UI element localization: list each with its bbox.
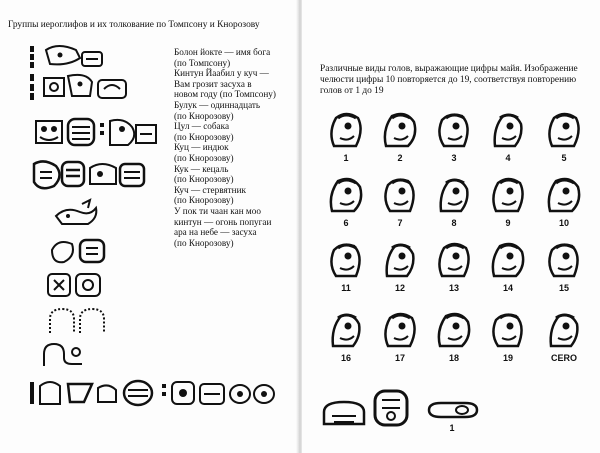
head-number-label: 18 [448,353,459,363]
head-glyph-14 [486,240,530,280]
head-glyph-1 [324,110,368,150]
head-number-label: 19 [502,353,513,363]
right-page [302,0,600,453]
caption-u-pok: У пок ти чаан кан моо кинтун — огонь попугаи ара на небе — засуха (по Кнорозову) [174,205,272,248]
glyph-kintun [28,72,138,102]
caption-kintun: Кинтун Йаабил у куч — Вам грозит засуха в новом году (по Томпсону) [174,68,276,100]
head-glyph-2 [378,110,422,150]
caption-buluk: Булук — одиннадцать (по Кнорозову) [174,99,261,121]
head-number-label: 13 [448,283,459,293]
head-glyph-6 [324,175,368,215]
head-number-label: 6 [343,218,349,228]
head-number-label: 11 [341,283,351,293]
head-glyph-4 [486,110,530,150]
caption-bolon-yokte: Болон йокте — имя бога (по Томпсону) [174,47,271,68]
head-number-label: 5 [561,153,567,163]
head-number-label: 16 [340,353,351,363]
caption-kuts: Куц — индюк (по Кнорозову) [174,142,234,163]
head-glyph-15 [542,240,586,280]
head-number-label: 14 [502,283,513,293]
head-glyph-7 [378,175,422,215]
glyph-row-pair [48,236,108,266]
glyph-captions [174,47,296,248]
glyph-row-kuk [30,158,150,192]
head-number-label: 12 [394,283,405,293]
head-number-label: 1 [343,153,349,163]
glyph-jaw-one [426,400,480,420]
bottom-number-label: 1 [449,423,455,433]
head-number-label: CERO [550,353,577,363]
head-number-label: 7 [397,218,403,228]
head-glyph-18 [432,310,476,350]
head-number-label: 10 [558,218,569,228]
head-glyph-20 [542,310,586,350]
head-glyph-19 [486,310,530,350]
caption-kuk: Кук — кецаль (по Кнорозову) [174,163,234,185]
head-glyph-10 [542,175,586,215]
glyph-dotted-arches [44,305,114,335]
head-glyph-5 [542,110,586,150]
glyph-hook [38,340,88,370]
head-glyph-12 [378,240,422,280]
left-page [0,0,298,453]
glyph-row-bottom [28,376,288,410]
glyph-jaw-middle [372,388,410,428]
head-glyph-16 [324,310,368,350]
head-number-label: 4 [505,153,511,163]
glyph-bolon-yokte [28,44,108,70]
glyph-jaw-left [320,398,370,426]
left-page-heading: Группы иероглифов и их толкование по Томпсону и Кнорозову [8,20,260,30]
head-glyph-8 [432,175,476,215]
glyph-row-cross [44,270,104,300]
head-glyph-13 [432,240,476,280]
caption-kuch: Куч — стервятник (по Кнорозову) [174,184,246,206]
head-number-label: 9 [505,218,511,228]
glyph-bird [52,198,102,228]
head-number-label: 15 [558,283,569,293]
head-number-label: 3 [451,153,457,163]
right-page-heading: Различные виды голов, выражающие цифры майя. Изображение челюсти цифры 10 повторяется до 19, соответствуя повторению голов от 1 до 19 [320,64,578,96]
head-number-label: 2 [397,153,403,163]
glyph-row-buluk [32,115,162,149]
head-glyph-9 [486,175,530,215]
head-glyph-11 [324,240,368,280]
caption-tsul: Цул — собака (по Кнорозову) [174,121,234,142]
head-glyph-17 [378,310,422,350]
head-number-label: 8 [451,218,457,228]
head-glyph-3 [432,110,476,150]
head-number-label: 17 [394,353,405,363]
